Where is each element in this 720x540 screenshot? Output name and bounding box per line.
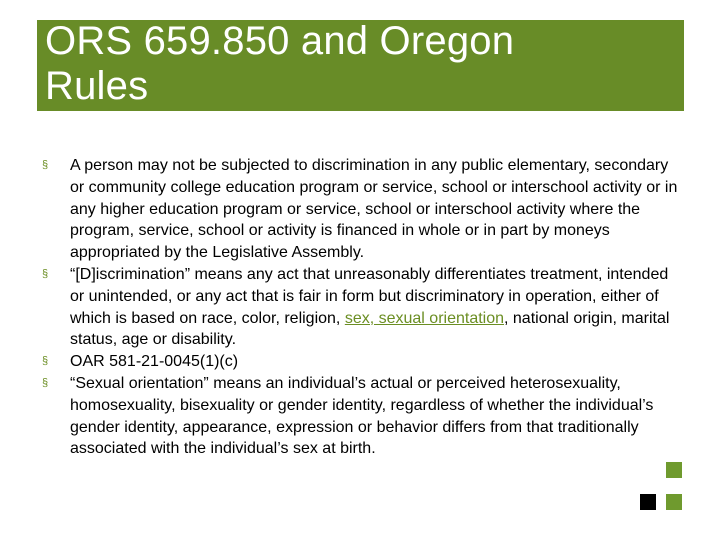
slide-title-line-1: ORS 659.850 and Oregon — [45, 19, 515, 63]
bullet-text-before: “[D]iscrimination” means any act that unreasonably differentiates treatment, intended or unintended, or any act that is fair in form but discriminatory in operation, either of which is based on race, color, religion, — [70, 265, 669, 327]
bullet-text-after: , national origin, marital status, age or disability. — [70, 309, 670, 349]
decorative-square-green-bottom — [666, 494, 682, 510]
sex-sexual-orientation-link[interactable]: sex, sexual orientation — [344, 309, 505, 327]
bullet-item-3 — [40, 351, 685, 373]
bullet-marker-icon: § — [42, 355, 49, 368]
bullet-item-2 — [40, 264, 685, 351]
bullet-item-1 — [40, 155, 685, 264]
decorative-square-black — [640, 494, 656, 510]
slide-title-line-2: Rules — [45, 64, 149, 108]
bullet-marker-icon: § — [42, 267, 49, 280]
bullet-text: A person may not be subjected to discrimination in any public elementary, secondary or community college education program or service, school or interschool activity or in any higher education program or service, school or interschool activity where the program, service, school or activity is financed in whole or in part by moneys appropriated by the Legislative Assembly. — [70, 157, 678, 262]
title-bar — [37, 20, 684, 111]
bullet-text: OAR 581-21-0045(1)(c) — [70, 353, 239, 371]
bullet-marker-icon: § — [42, 376, 49, 389]
bullet-text: “Sexual orientation” means an individual’s actual or perceived heterosexuality, homosexuality, bisexuality or gender identity, regardless of whether the individual’s gender identity, appearance, expression or behavior differs from that traditionally associated with the individual’s sex at birth. — [70, 374, 654, 458]
bullet-marker-icon: § — [42, 159, 49, 171]
bullet-item-4 — [40, 373, 685, 460]
slide-title — [45, 19, 514, 109]
bullet-list — [40, 155, 685, 460]
decorative-square-green-top — [666, 462, 682, 478]
